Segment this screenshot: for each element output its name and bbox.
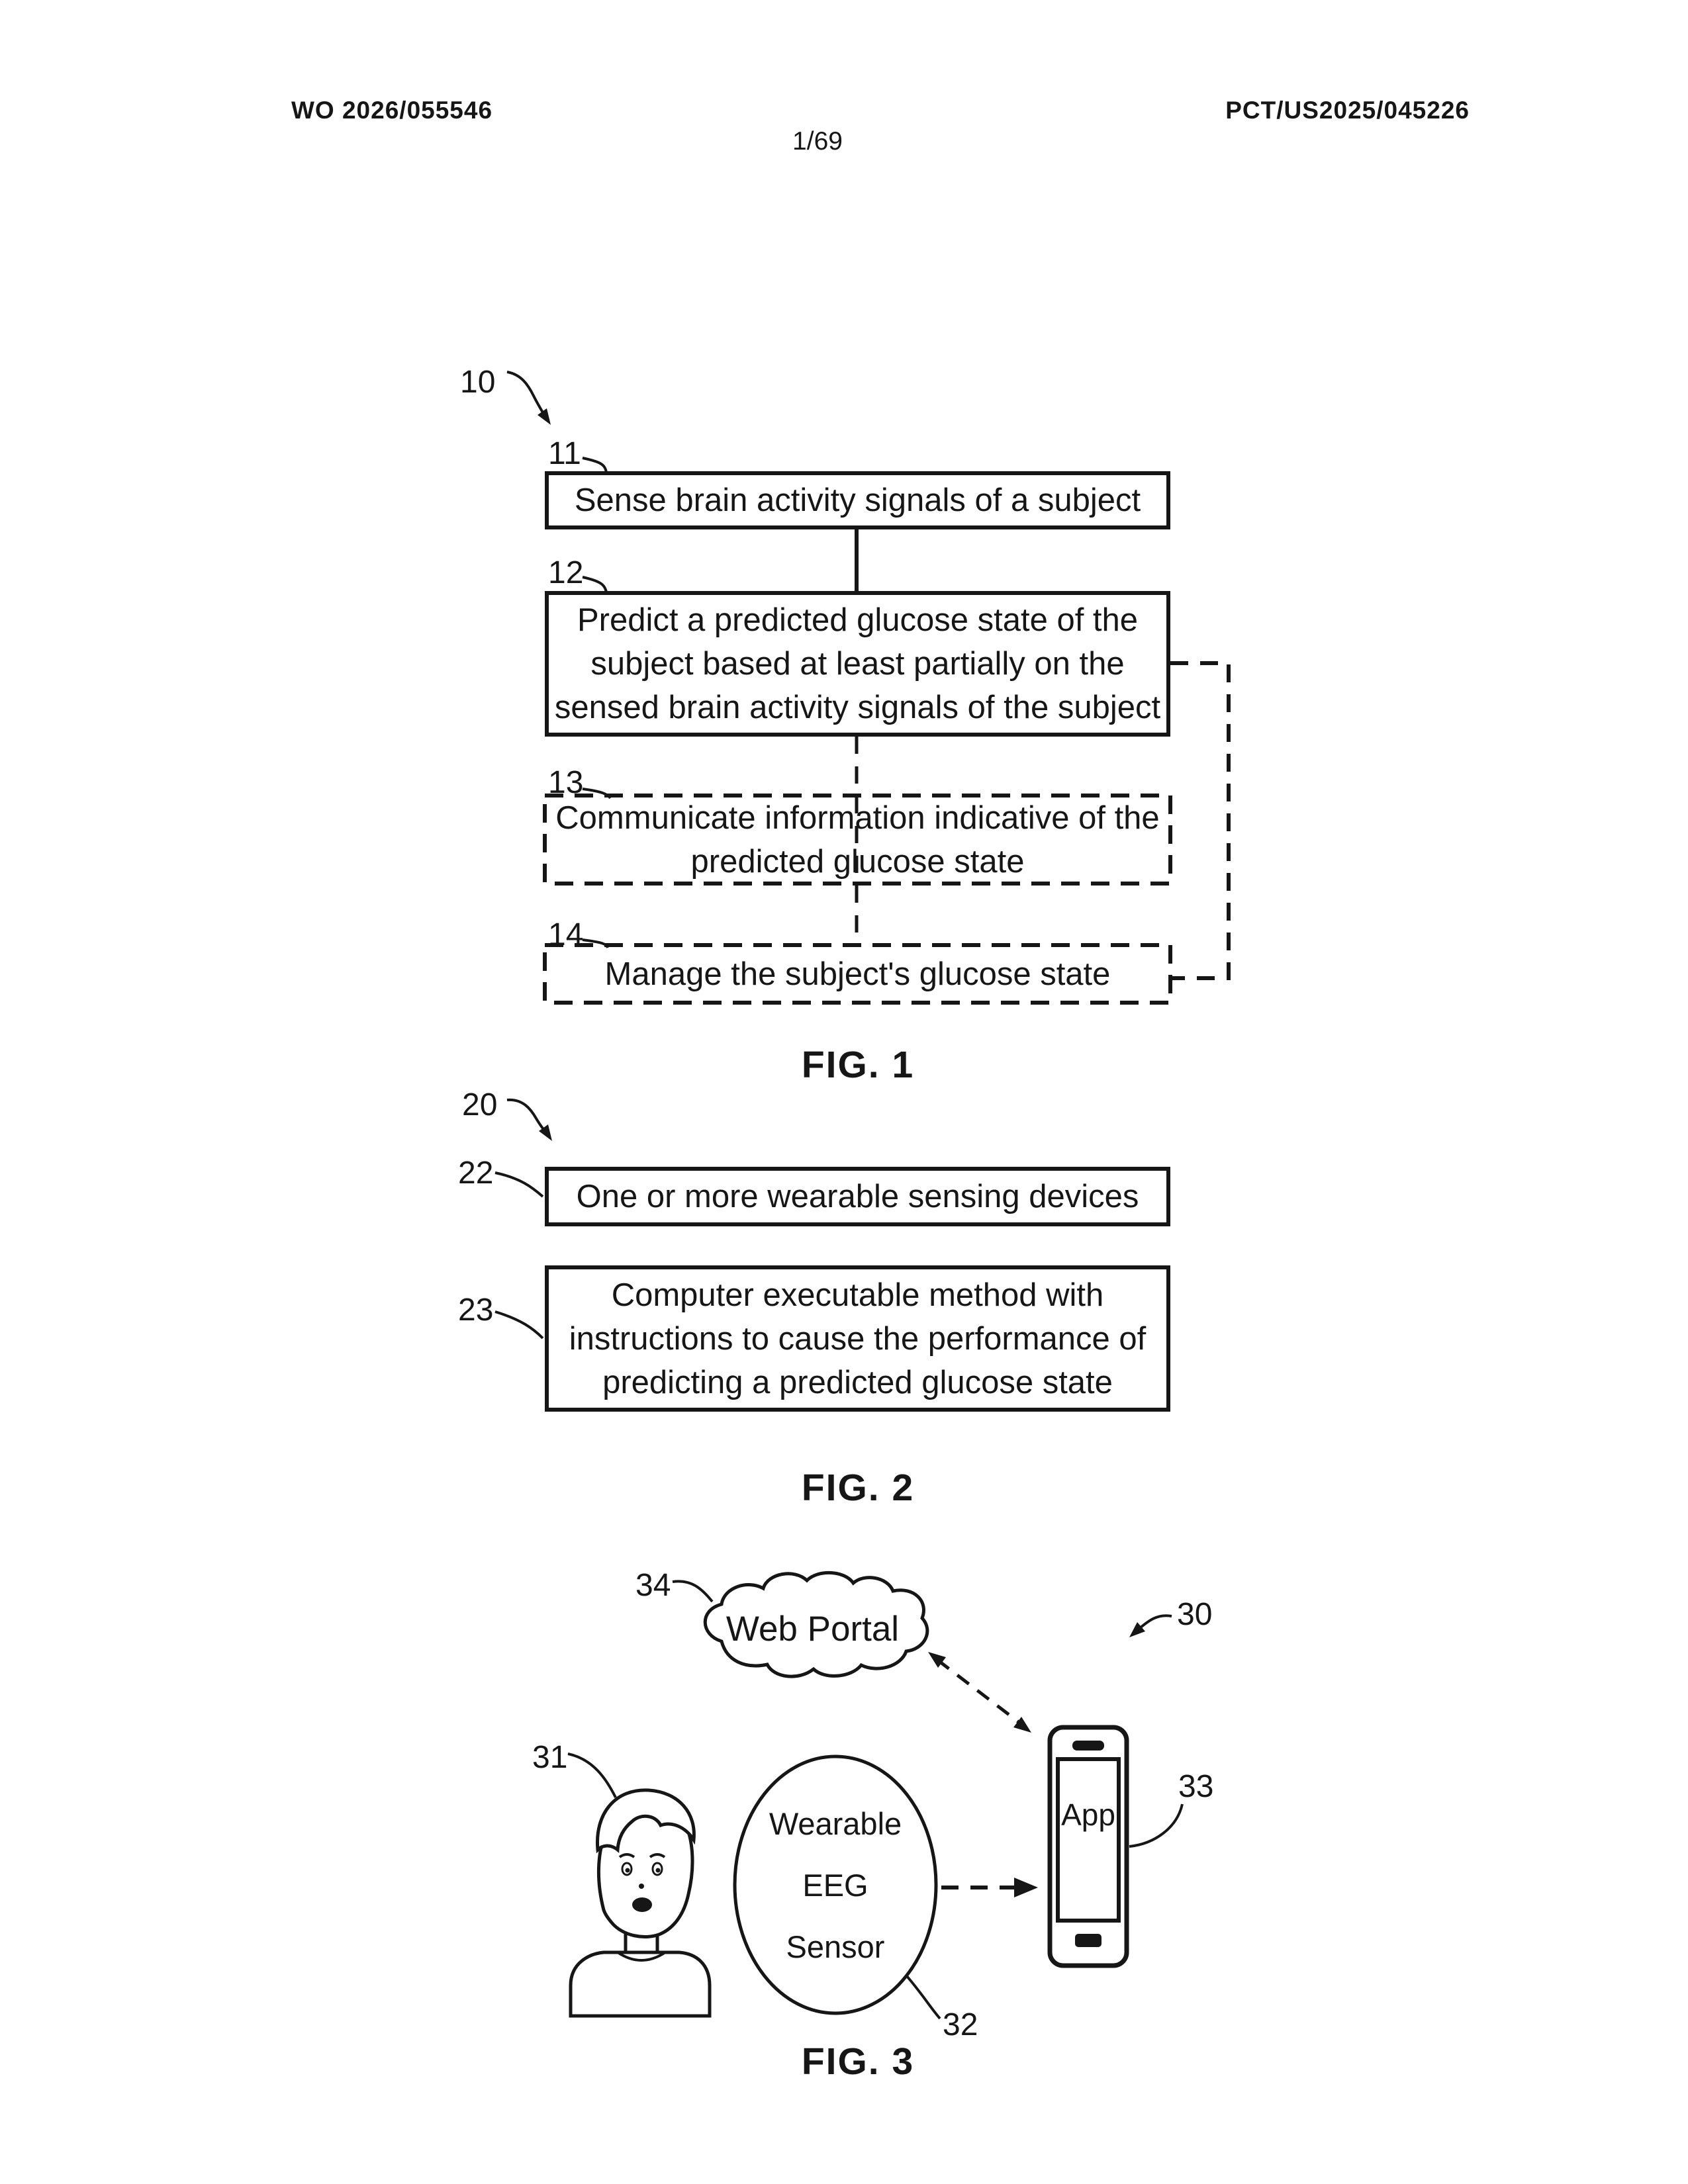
app-label: App xyxy=(1061,1797,1115,1832)
ref12-leader xyxy=(583,577,606,592)
sensor-phone-arrow-icon xyxy=(941,1878,1038,1897)
cloud-ref-numeral: 34 xyxy=(635,1568,671,1603)
application-number: PCT/US2025/045226 xyxy=(1225,97,1470,124)
flow-step-predict xyxy=(545,591,1170,737)
flow-step-communicate-line2: predicted glucose state xyxy=(690,843,1025,880)
eeg-sensor-label xyxy=(736,1787,935,1983)
ref33-leader xyxy=(1129,1804,1182,1846)
feedback-bracket-dashed xyxy=(1170,663,1229,978)
fig3-caption: FIG. 3 xyxy=(801,2040,915,2083)
box11-ref-numeral: 11 xyxy=(548,436,581,471)
box23-ref-numeral: 23 xyxy=(458,1293,494,1328)
fig1-ref-numeral: 10 xyxy=(460,365,496,400)
flow-step-manage xyxy=(545,945,1170,1003)
component-wearable-devices xyxy=(545,1167,1170,1226)
flow-step-manage-text: Manage the subject's glucose state xyxy=(604,956,1111,992)
eeg-sensor-label-line3: Sensor xyxy=(786,1929,885,1964)
box12-ref-numeral: 12 xyxy=(548,555,584,590)
flow-step-sense xyxy=(545,471,1170,529)
component-executable-method-line1: Computer executable method with xyxy=(611,1277,1104,1313)
ref22-leader xyxy=(495,1173,543,1197)
sensor-ref-numeral: 32 xyxy=(943,2007,978,2042)
flow-step-predict-line3: sensed brain activity signals of the subject xyxy=(554,690,1161,725)
ref34-leader xyxy=(673,1581,712,1602)
ref20-arrow-icon xyxy=(507,1100,552,1141)
box22-ref-numeral: 22 xyxy=(458,1156,494,1191)
fig3-ref-numeral: 30 xyxy=(1177,1597,1213,1632)
eeg-sensor-label-line1: Wearable xyxy=(769,1805,902,1841)
fig2-caption: FIG. 2 xyxy=(801,1467,915,1509)
flow-step-predict-line2: subject based at least partially on the xyxy=(590,646,1125,682)
fig2-ref-numeral: 20 xyxy=(462,1087,498,1122)
ref31-leader xyxy=(568,1754,616,1797)
fig1-caption: FIG. 1 xyxy=(801,1044,915,1086)
cloud-phone-link-icon xyxy=(928,1652,1031,1733)
box14-ref-numeral: 14 xyxy=(548,917,584,952)
eeg-sensor-label-line2: EEG xyxy=(802,1867,868,1903)
person-icon xyxy=(571,1790,710,2016)
person-ref-numeral: 31 xyxy=(532,1740,568,1775)
sheet-number: 1/69 xyxy=(792,127,843,156)
flow-step-communicate xyxy=(545,796,1170,884)
phone-ref-numeral: 33 xyxy=(1178,1769,1214,1804)
component-executable-method-line3: predicting a predicted glucose state xyxy=(602,1364,1113,1400)
flow-step-sense-text: Sense brain activity signals of a subject xyxy=(574,482,1141,518)
flow-step-communicate-line1: Communicate information indicative of the xyxy=(555,799,1160,836)
publication-number: WO 2026/055546 xyxy=(291,97,493,124)
ref23-leader xyxy=(495,1312,543,1338)
component-executable-method xyxy=(545,1265,1170,1412)
smartphone-icon xyxy=(1050,1727,1127,1966)
web-portal-label: Web Portal xyxy=(726,1609,900,1649)
ref30-arrow-icon xyxy=(1129,1615,1172,1637)
ref10-arrow-icon xyxy=(507,372,551,425)
component-wearable-devices-text: One or more wearable sensing devices xyxy=(576,1179,1139,1214)
box13-ref-numeral: 13 xyxy=(548,765,584,800)
flow-step-predict-line1: Predict a predicted glucose state of the xyxy=(577,602,1139,638)
ref11-leader xyxy=(583,458,606,473)
component-executable-method-line2: instructions to cause the performance of xyxy=(569,1320,1147,1357)
